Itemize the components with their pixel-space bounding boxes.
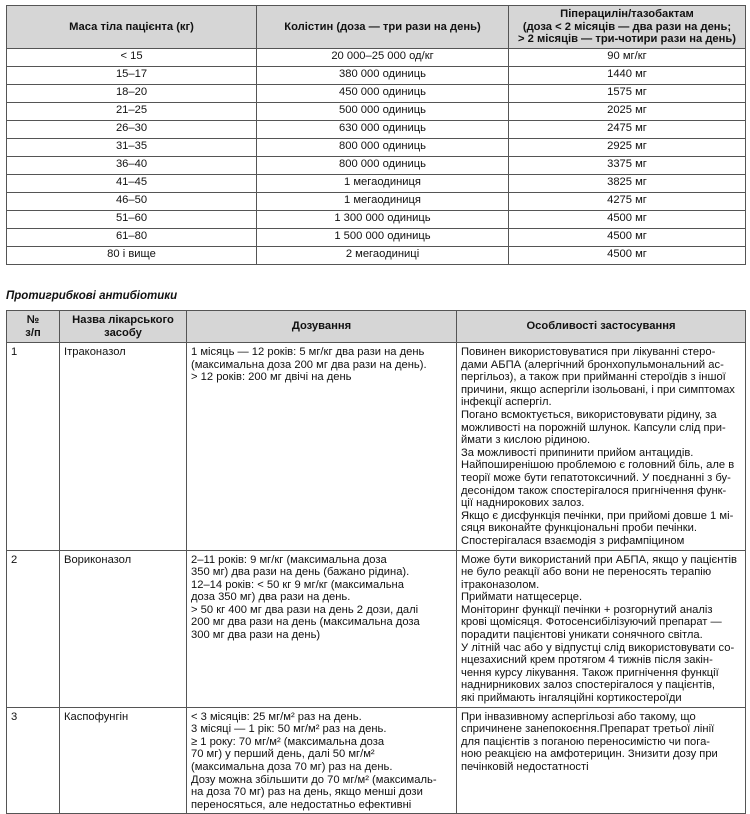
notes-line: Повинен використовуватися при лікуванні стеро- bbox=[461, 346, 716, 358]
notes-cell bbox=[457, 550, 746, 707]
notes-line: Спостерігалася взаємодія з рифампіцином bbox=[461, 534, 685, 547]
notes-cell bbox=[457, 343, 746, 551]
dosage-line: 12–14 років: < 50 кг 9 мг/кг (максимальна bbox=[191, 578, 404, 591]
notes-line: крові щомісяця. Фотосенсибілізуючий препарат — bbox=[461, 616, 722, 629]
notes-line: порадити пацієнтові уникати сонячного світла. bbox=[461, 629, 703, 642]
colistin-cell: 380 000 одиниць bbox=[257, 67, 509, 85]
antifungal-table-body bbox=[7, 343, 746, 814]
drug-name: Вориконазол bbox=[60, 550, 187, 707]
colistin-cell: 1 300 000 одиниць bbox=[257, 211, 509, 229]
weight-cell: 18–20 bbox=[7, 85, 257, 103]
notes-line: За можливості припинити прийом антацидів. bbox=[461, 446, 694, 459]
antifungal-table bbox=[6, 310, 746, 814]
table-row bbox=[7, 49, 746, 67]
notes-line: десонідом також спостерігалося пригнічення функ- bbox=[461, 484, 727, 497]
piperacillin-cell: 3375 мг bbox=[509, 157, 746, 175]
piperacillin-cell: 2475 мг bbox=[509, 121, 746, 139]
weight-cell: 36–40 bbox=[7, 157, 257, 175]
notes-line: теорії може бути гепатотоксичний. У поєднанні з бу- bbox=[461, 471, 731, 484]
table-row bbox=[7, 139, 746, 157]
header-dosage: Дозування bbox=[187, 311, 457, 343]
piperacillin-cell: 4500 мг bbox=[509, 229, 746, 247]
notes-line: причини, якщо аспергіли ізольовані, і при симптомах bbox=[461, 383, 735, 396]
table-row bbox=[7, 193, 746, 211]
drug-name: Ітраконазол bbox=[60, 343, 187, 551]
dosage-line: 1 місяць — 12 років: 5 мг/кг два рази на день bbox=[191, 346, 425, 358]
header-number-line: з/п bbox=[25, 326, 41, 339]
header-piperacillin bbox=[509, 6, 746, 49]
dosage-line: 2–11 років: 9 мг/кг (максимальна доза bbox=[191, 553, 387, 566]
dosage-line: на доза 70 мг) раз на день, якщо менші дози bbox=[191, 786, 423, 799]
dosage-line: > 12 років: 200 мг двічі на день bbox=[191, 371, 352, 384]
dosage-line: Дозу можна збільшити до 70 мг/м² (максималь- bbox=[191, 773, 437, 786]
notes-line: ною реакцією на амфотерицин. Знизити дозу при bbox=[461, 748, 718, 761]
piperacillin-cell: 1440 мг bbox=[509, 67, 746, 85]
header-number-line: № bbox=[26, 313, 40, 326]
notes-line: не було реакції або вони не переносять терапію bbox=[461, 566, 712, 579]
header-drug-name-line: Назва лікарського bbox=[72, 313, 174, 326]
dosage-line: переносяться, але недостатньо ефективні bbox=[191, 798, 412, 811]
weight-cell: 26–30 bbox=[7, 121, 257, 139]
dosage-line: 350 мг) два рази на день (бажано рідина). bbox=[191, 566, 410, 579]
notes-line: нцезахисний крем протягом 4 тижнів після закін- bbox=[461, 654, 713, 667]
notes-line: наднирникових залоз спостерігалося у пацієнтів, bbox=[461, 679, 715, 692]
notes-line: ітраконазолом. bbox=[461, 578, 540, 591]
table-row bbox=[7, 85, 746, 103]
table-row bbox=[7, 157, 746, 175]
notes-line: які приймають інгаляційні кортикостероїди bbox=[461, 692, 682, 705]
dosage-table-header bbox=[7, 6, 746, 49]
colistin-cell: 500 000 одиниць bbox=[257, 103, 509, 121]
piperacillin-cell: 4500 мг bbox=[509, 211, 746, 229]
colistin-cell: 20 000–25 000 од/кг bbox=[257, 49, 509, 67]
dosage-line: > 50 кг 400 мг два рази на день 2 дози, далі bbox=[191, 603, 419, 616]
notes-line: Якщо є дисфункція печінки, при прийомі довше 1 мі- bbox=[461, 509, 734, 522]
notes-line: інфекції аспергіл. bbox=[461, 396, 552, 409]
header-drug-name bbox=[60, 311, 187, 343]
section-title: Протигрибкові антибіотики bbox=[6, 290, 178, 302]
table-row bbox=[7, 67, 746, 85]
dosage-table-body bbox=[7, 49, 746, 265]
table-row bbox=[7, 707, 746, 814]
piperacillin-cell: 3825 мг bbox=[509, 175, 746, 193]
notes-line: можливості на порожній шлунок. Капсули слід при- bbox=[461, 421, 726, 434]
piperacillin-cell: 4500 мг bbox=[509, 247, 746, 265]
notes-line: Приймати натщесерце. bbox=[461, 591, 583, 604]
notes-line: ймати з кислою рідиною. bbox=[461, 434, 591, 447]
colistin-cell: 1 мегаодиниця bbox=[257, 193, 509, 211]
notes-line: При інвазивному аспергільозі або такому, що bbox=[461, 710, 696, 723]
header-pip-line: Піперацилін/тазобактам bbox=[560, 8, 694, 21]
piperacillin-cell: 1575 мг bbox=[509, 85, 746, 103]
dosage-cell bbox=[187, 707, 457, 814]
notes-line: печінковій недостатності bbox=[461, 761, 589, 773]
notes-line: дами АБПА (алергічний бронхопульмональний ас- bbox=[461, 358, 724, 371]
dosage-line: (максимальна доза 70 мг) раз на день. bbox=[191, 761, 393, 773]
dosage-line: 200 мг два рази на день (максимальна доза bbox=[191, 616, 420, 629]
colistin-cell: 1 500 000 одиниць bbox=[257, 229, 509, 247]
notes-line: Моніторинг функції печінки + розгорнутий аналіз bbox=[461, 603, 713, 616]
weight-cell: 80 і вище bbox=[7, 247, 257, 265]
dosage-line: (максимальна доза 200 мг два рази на день). bbox=[191, 358, 427, 371]
piperacillin-cell: 4275 мг bbox=[509, 193, 746, 211]
notes-line: Найпоширенішою проблемою є головний біль, але в bbox=[461, 459, 735, 472]
header-pip-line: (доза < 2 місяців — два рази на день; bbox=[522, 20, 732, 33]
piperacillin-cell: 90 мг/кг bbox=[509, 49, 746, 67]
header-number bbox=[7, 311, 60, 343]
table-row bbox=[7, 343, 746, 551]
drug-name: Каспофунгін bbox=[60, 707, 187, 814]
notes-line: ції наднирокових залоз. bbox=[461, 497, 585, 510]
antifungal-table-header bbox=[7, 311, 746, 343]
weight-cell: 21–25 bbox=[7, 103, 257, 121]
table-row bbox=[7, 550, 746, 707]
dosage-line: ≥ 1 року: 70 мг/м² (максимальна доза bbox=[191, 735, 385, 748]
notes-line: Погано всмоктується, використовувати рідину, за bbox=[461, 408, 717, 421]
table-row bbox=[7, 121, 746, 139]
weight-cell: 31–35 bbox=[7, 139, 257, 157]
notes-line: чення курсу лікування. Також пригнічення функції bbox=[461, 666, 719, 679]
colistin-cell: 800 000 одиниць bbox=[257, 139, 509, 157]
table-row bbox=[7, 247, 746, 265]
table-row bbox=[7, 103, 746, 121]
row-number: 2 bbox=[7, 550, 60, 707]
weight-cell: 15–17 bbox=[7, 67, 257, 85]
dosage-cell bbox=[187, 343, 457, 551]
piperacillin-cell: 2025 мг bbox=[509, 103, 746, 121]
table-row bbox=[7, 211, 746, 229]
colistin-cell: 2 мегаодиниці bbox=[257, 247, 509, 265]
dosage-cell bbox=[187, 550, 457, 707]
notes-line: спричинене занепокоєння.Препарат третьої лінії bbox=[461, 723, 715, 736]
row-number: 1 bbox=[7, 343, 60, 551]
header-colistin: Колістин (доза — три рази на день) bbox=[257, 6, 509, 49]
header-pip-line: > 2 місяців — три-чотири рази на день) bbox=[517, 33, 737, 46]
dosage-table bbox=[6, 5, 746, 265]
weight-cell: 61–80 bbox=[7, 229, 257, 247]
table-row bbox=[7, 229, 746, 247]
dosage-line: < 3 місяців: 25 мг/м² раз на день. bbox=[191, 710, 362, 723]
colistin-cell: 630 000 одиниць bbox=[257, 121, 509, 139]
dosage-line: 70 мг) у перший день, далі 50 мг/м² bbox=[191, 748, 375, 761]
notes-line: пергільоз), а також при прийманні стероїдів з іншої bbox=[461, 371, 726, 384]
piperacillin-cell: 2925 мг bbox=[509, 139, 746, 157]
notes-line: для пацієнтів з поганою переносимістю чи пога- bbox=[461, 735, 711, 748]
weight-cell: < 15 bbox=[7, 49, 257, 67]
dosage-line: 3 місяці — 1 рік: 50 мг/м² раз на день. bbox=[191, 723, 387, 736]
table-row bbox=[7, 175, 746, 193]
notes-line: У літній час або у відпустці слід використовувати со- bbox=[461, 641, 735, 654]
notes-line: Може бути використаний при АБПА, якщо у пацієнтів bbox=[461, 553, 737, 566]
weight-cell: 41–45 bbox=[7, 175, 257, 193]
header-drug-name-line: засобу bbox=[104, 326, 142, 339]
colistin-cell: 800 000 одиниць bbox=[257, 157, 509, 175]
weight-cell: 46–50 bbox=[7, 193, 257, 211]
row-number: 3 bbox=[7, 707, 60, 814]
notes-line: сяця виконайте функціональні проби печінки. bbox=[461, 522, 697, 535]
dosage-line: 300 мг два рази на день) bbox=[191, 629, 321, 642]
header-notes: Особливості застосування bbox=[457, 311, 746, 343]
header-weight: Маса тіла пацієнта (кг) bbox=[7, 6, 257, 49]
weight-cell: 51–60 bbox=[7, 211, 257, 229]
colistin-cell: 1 мегаодиниця bbox=[257, 175, 509, 193]
dosage-line: доза 350 мг) два рази на день. bbox=[191, 591, 351, 604]
notes-cell bbox=[457, 707, 746, 814]
colistin-cell: 450 000 одиниць bbox=[257, 85, 509, 103]
